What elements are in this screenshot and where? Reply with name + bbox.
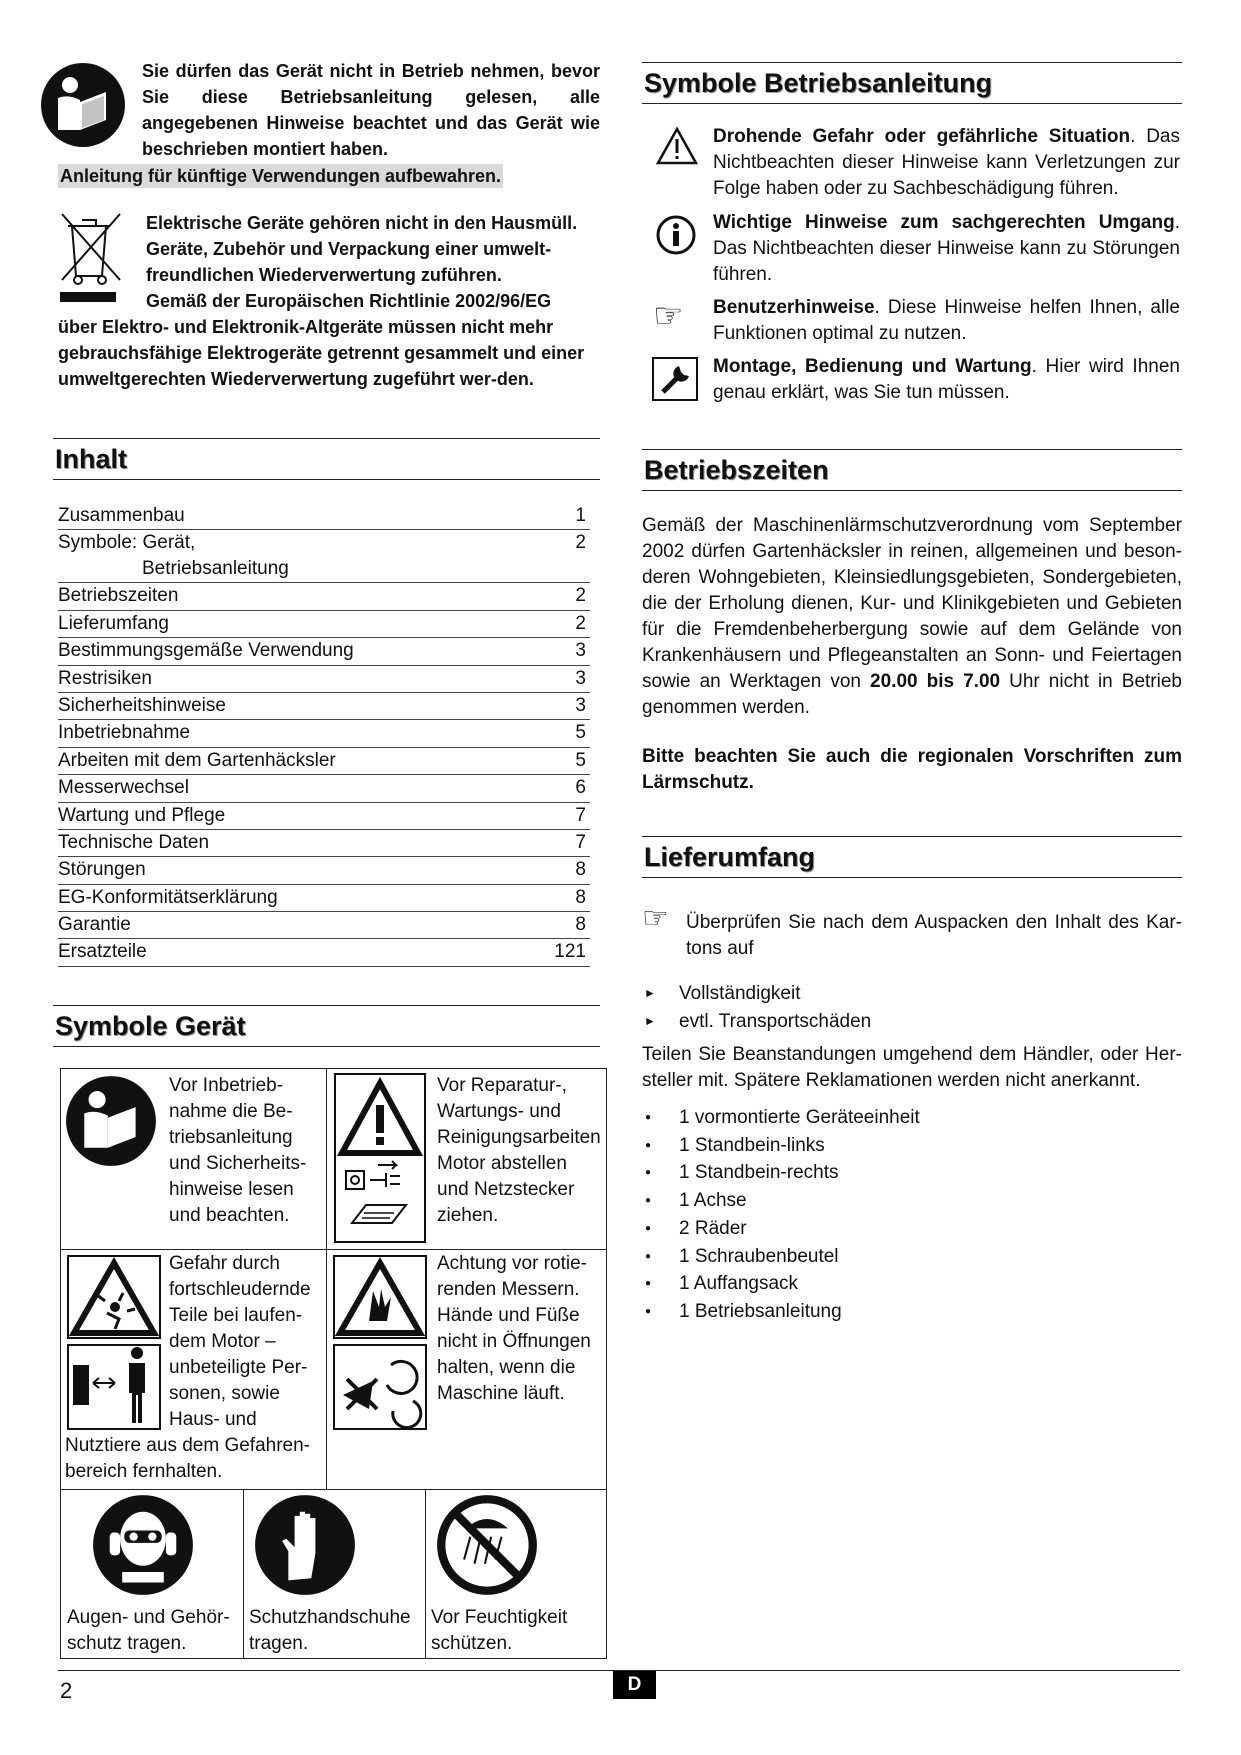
disposal-line-4: Gemäß der Europäischen Richtlinie 2002/96/EG xyxy=(146,291,552,311)
delivery-items xyxy=(642,1104,920,1326)
toc-title: EG-Konformitätserklärung xyxy=(58,886,278,908)
keep-notice: Anleitung für künftige Verwendungen aufbewahren. xyxy=(60,166,502,186)
list-item: ● 1 Auffangsack xyxy=(642,1270,920,1298)
toc-title: Inbetriebnahme xyxy=(58,722,191,744)
symbol-thrown-parts-text: Gefahr durch fortschleudernde Teile bei laufen- dem Motor – unbeteiligte Per- sonen, sowie Haus- und xyxy=(169,1253,311,1430)
toc-page: 6 xyxy=(575,777,586,799)
warning-triangle-icon xyxy=(655,126,699,166)
toc-page: 7 xyxy=(575,804,586,826)
list-item: ► Vollständigkeit xyxy=(642,980,871,1008)
toc-title: Wartung und Pflege xyxy=(58,804,226,826)
toc-page: 2 xyxy=(575,585,586,607)
symbol-unplug-text: Vor Reparatur-, Wartungs- und Reinigungsarbeiten Motor abstellen und Netzstecker ziehen. xyxy=(437,1075,601,1226)
toc-title: Betriebszeiten xyxy=(58,585,179,607)
toc-page: 8 xyxy=(575,886,586,908)
toc-row xyxy=(58,611,590,638)
symbol-thrown-parts-text-cont: Nutztiere aus dem Gefahren- bereich fernhalten. xyxy=(65,1435,311,1482)
toc-row xyxy=(58,666,590,693)
danger-title: Drohende Gefahr oder gefährliche Situation xyxy=(713,126,1131,147)
betriebszeiten-text: Gemäß der Maschinenlärmschutzverordnung vom September 2002 dürfen Gartenhäcksler in reinen, allgemeinen und beson-deren Wohngebieten, Kleinsiedlungsgebieten, Sondergebieten, die der Erholung dienen, Kur- und Klinikgebieten und Gebieten für die Fremdenbeherbergung sowie auf dem Gelände von Krankenhäusern und Pflegeanstalten an Sonn- und Feiertagen sowie an Werktagen von 20.00 bis 7.00 Uhr nicht in Betrieb genommen werden. xyxy=(642,515,1182,718)
toc-title: Bestimmungsgemäße Verwendung xyxy=(58,640,354,662)
section-symbole-anleitung xyxy=(642,62,1182,104)
danger-text: . Das Nichtbeachten dieser Hinweise kann Verletzungen zur Folge haben oder zu Sachbeschädigung führen. xyxy=(713,126,1180,199)
complaint-text: Teilen Sie Beanstandungen umgehend dem Händler, oder Her-steller mit. Spätere Reklamationen werden nicht anerkannt. xyxy=(642,1044,1182,1091)
no-rain-icon xyxy=(435,1493,539,1597)
section-lieferumfang-title: Lieferumfang xyxy=(644,842,816,872)
list-item: ● 2 Räder xyxy=(642,1215,920,1243)
toc-page: 8 xyxy=(575,859,586,881)
disposal-block xyxy=(58,210,603,392)
list-item: ● 1 Standbein-links xyxy=(642,1132,920,1160)
toc-row xyxy=(58,583,590,610)
toc-page: 1 xyxy=(575,505,586,526)
section-symbole-geraet xyxy=(53,1005,600,1047)
toc-title: Arbeiten mit dem Gartenhäcksler xyxy=(58,749,336,771)
manual-symbol-hint xyxy=(645,295,1180,347)
list-item: ● 1 vormontierte Geräteeinheit xyxy=(642,1104,920,1132)
toc-row xyxy=(58,885,590,912)
lieferumfang-hint-text: Überprüfen Sie nach dem Auspacken den Inhalt des Kar-tons auf xyxy=(686,912,1182,959)
section-symbole-geraet-title: Symbole Gerät xyxy=(55,1011,246,1041)
toc-page: 3 xyxy=(575,694,586,716)
toc-row xyxy=(58,638,590,665)
hint-title: Benutzerhinweise xyxy=(713,297,875,318)
toc-title: Ersatzteile xyxy=(58,941,147,963)
symbol-read-manual-text: Vor Inbetrieb- nahme die Be- triebsanleitung und Sicherheits- hinweise lesen und beachten. xyxy=(169,1075,307,1226)
pointing-hand-icon: ☞ xyxy=(642,902,669,935)
wrench-icon xyxy=(651,356,699,402)
toc-row xyxy=(58,748,590,775)
toc-row xyxy=(58,775,590,802)
info-icon xyxy=(655,214,697,256)
intro-warning: Sie dürfen das Gerät nicht in Betrieb nehmen, bevor Sie diese Betriebsanleitung gelesen, alle angegebenen Hinweise beachtet und das Gerät wie beschrieben montiert haben. xyxy=(142,61,600,159)
toc-title: Zusammenbau xyxy=(58,505,185,526)
table-of-contents xyxy=(58,503,590,967)
wrench-text: . Hier wird Ihnen genau erklärt, was Sie tun müssen. xyxy=(713,356,1180,403)
toc-title: Störungen xyxy=(58,859,146,881)
toc-row xyxy=(58,693,590,720)
thrown-parts-keep-distance-icon xyxy=(67,1255,161,1431)
list-item: ● 1 Achse xyxy=(642,1187,920,1215)
toc-page: 3 xyxy=(575,667,586,689)
toc-page: 5 xyxy=(575,722,586,744)
disposal-line-2: Geräte, Zubehör und Verpackung einer umwelt- xyxy=(146,239,552,259)
pointing-hand-icon: ☞ xyxy=(653,297,684,335)
toc-title: Garantie xyxy=(58,914,131,936)
manual-symbol-info xyxy=(645,210,1180,288)
hint-text: . Diese Hinweise helfen Ihnen, alle Funktionen optimal zu nutzen. xyxy=(713,297,1180,344)
manual-symbol-wrench xyxy=(645,354,1180,406)
device-symbols-table xyxy=(60,1068,607,1659)
toc-row xyxy=(58,912,590,939)
section-inhalt xyxy=(53,438,600,480)
disposal-rest: über Elektro- und Elektronik-Altgeräte müssen nicht mehr gebrauchsfähige Elektrogeräte getrennt gesammelt und einer umweltgerechten Wiederverwertung zugeführt wer-den. xyxy=(58,317,585,389)
list-item: ● 1 Betriebsanleitung xyxy=(642,1298,920,1326)
betriebszeiten-note: Bitte beachten Sie auch die regionalen Vorschriften zum Lärmschutz. xyxy=(642,746,1182,793)
list-item: ● 1 Standbein-rechts xyxy=(642,1159,920,1187)
symbol-no-rain-text: Vor Feuchtigkeit schützen. xyxy=(431,1607,568,1654)
section-betriebszeiten-title: Betriebszeiten xyxy=(644,455,829,485)
symbol-gloves-text: Schutzhandschuhe tragen. xyxy=(249,1607,411,1654)
toc-title: Lieferumfang xyxy=(58,612,169,634)
toc-title: Messerwechsel xyxy=(58,777,189,799)
toc-row xyxy=(58,530,590,583)
toc-row xyxy=(58,857,590,884)
rotating-blades-icon xyxy=(333,1255,427,1431)
toc-page: 2 xyxy=(575,612,586,634)
toc-title: Restrisiken xyxy=(58,667,152,689)
language-badge: D xyxy=(613,1671,656,1699)
section-inhalt-title: Inhalt xyxy=(55,444,127,474)
section-betriebszeiten xyxy=(642,449,1182,491)
toc-title: Symbole: Gerät, xyxy=(58,532,196,554)
toc-row xyxy=(58,939,590,966)
info-text: . Das Nichtbeachten dieser Hinweise kann zu Störungen führen. xyxy=(713,212,1180,285)
toc-subtitle: Betriebsanleitung xyxy=(142,558,289,580)
section-lieferumfang xyxy=(642,836,1182,878)
crossed-bin-icon xyxy=(58,210,128,306)
list-item: ● 1 Schraubenbeutel xyxy=(642,1243,920,1271)
disposal-line-3: freundlichen Wiederverwertung zuführen. xyxy=(146,265,502,285)
toc-page: 2 xyxy=(575,532,586,554)
read-manual-icon xyxy=(65,1075,157,1167)
toc-row xyxy=(58,830,590,857)
lieferumfang-hint xyxy=(642,902,1182,962)
check-list xyxy=(642,980,871,1035)
toc-page: 121 xyxy=(554,941,586,963)
eye-ear-protection-icon xyxy=(91,1493,195,1597)
symbol-blades-text: Achtung vor rotie- renden Messern. Hände und Füße nicht in Öffnungen halten, wenn die Maschine läuft. xyxy=(437,1253,591,1404)
wrench-title: Montage, Bedienung und Wartung xyxy=(713,356,1032,377)
gloves-icon xyxy=(253,1493,357,1597)
info-title: Wichtige Hinweise zum sachgerechten Umgang xyxy=(713,212,1175,233)
toc-page: 5 xyxy=(575,749,586,771)
toc-title: Sicherheitshinweise xyxy=(58,694,226,716)
toc-page: 3 xyxy=(575,640,586,662)
manual-symbol-danger xyxy=(645,124,1180,202)
list-item: ► evtl. Transportschäden xyxy=(642,1008,871,1036)
toc-row xyxy=(58,503,590,530)
toc-page: 7 xyxy=(575,831,586,853)
toc-row xyxy=(58,803,590,830)
toc-title: Technische Daten xyxy=(58,831,210,853)
toc-row xyxy=(58,720,590,747)
read-manual-icon xyxy=(40,62,126,148)
warning-unplug-icon xyxy=(334,1073,426,1243)
intro-block xyxy=(40,58,600,188)
page-number: 2 xyxy=(60,1678,73,1703)
symbol-eye-ear-text: Augen- und Gehör- schutz tragen. xyxy=(67,1607,230,1654)
section-symbole-anleitung-title: Symbole Betriebsanleitung xyxy=(644,68,993,98)
toc-page: 8 xyxy=(575,914,586,936)
disposal-line-1: Elektrische Geräte gehören nicht in den Hausmüll. xyxy=(146,213,578,233)
